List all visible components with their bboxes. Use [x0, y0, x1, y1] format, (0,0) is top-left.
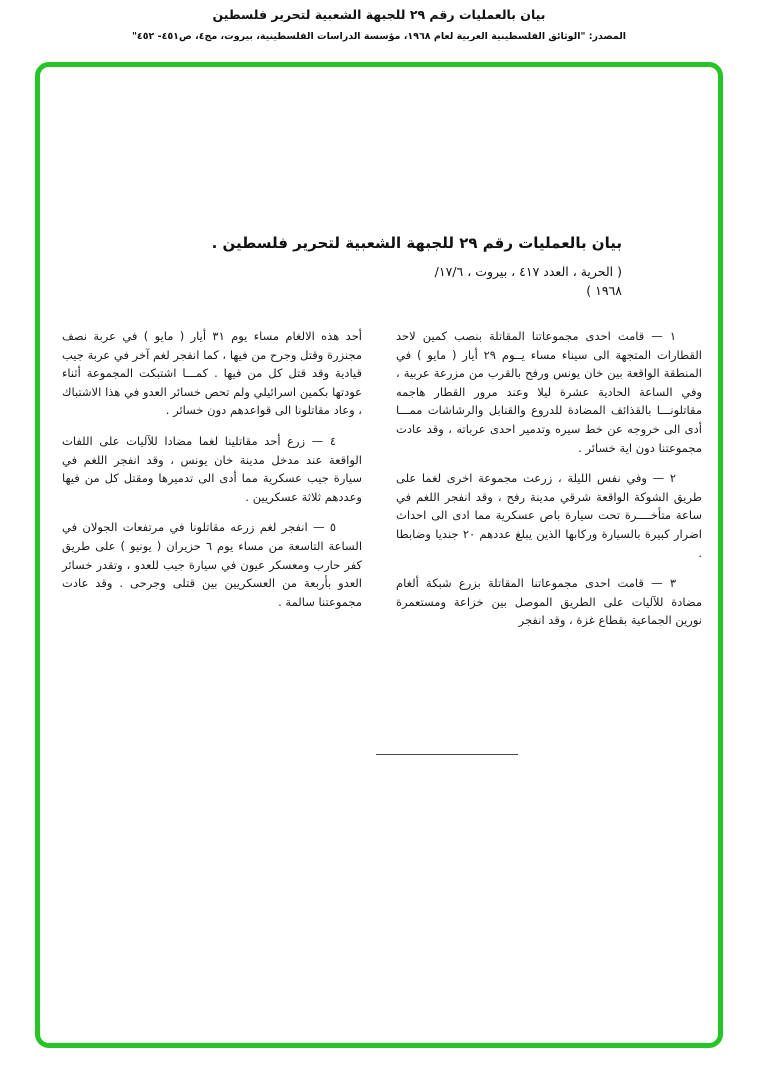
column-right — [396, 327, 702, 642]
document-title: بيان بالعمليات رقم ٢٩ للجبهة الشعبية لتحرير فلسطين . — [211, 234, 622, 252]
paragraph-2: ٢ — وفي نفس الليلة ، زرعت مجموعة اخرى لغما على طريق الشوكة الواقعة شرقي مدينة رفح ، وقد انفجر اللغم في ساعة متأخــــرة تحت سيارة باص عسكرية مما ادى الى احداث اضرار كبيرة بالسيارة وركابها الذين يبلغ عددهم ٢٠ جنديا وضابطا . — [396, 471, 702, 560]
paragraph-1: ١ — قامت احدى مجموعاتنا المقاتلة بنصب كمين لاحد القطارات المتجهة الى سيناء مساء يــوم ٢٩ أيار ( مايو ) في المنطقة الواقعة بين خان يونس ورفح بالقرب من مزرعة عربية ، وفي الساعة الحادية عشرة ليلا وعند مرور القطار هاجمه مقاتلونـــا بالقذائف المضادة للدروع والقنابل والرشاشات ممـــا أدى الى خروجه عن خط سيره وتدمير احدى عرباته ، وقد عادت مجموعتنا دون اية خسائر . — [396, 329, 702, 455]
paragraph-5: ٥ — انفجر لغم زرعه مقاتلونا في مرتفعات الجولان في الساعة التاسعة من مساء يوم ٦ حزيران ( يونيو ) على طريق كفر حارب ومعسكر عيون في سيارة جيب للعدو ، وتقدر خسائر العدو بأربعة من العسكريين بين قتلى وجرحى . وقد عادت مجموعتنا سالمة . — [62, 520, 363, 609]
page-header-source: المصدر: "الوثائق الفلسطينية العربية لعام ١٩٦٨، مؤسسة الدراسات الفلسطينية، بيروت، مج٤، ص٤٥١- ٤٥٢" — [131, 31, 627, 42]
column-left — [62, 327, 362, 623]
paragraph-4: ٤ — زرع أحد مقاتلينا لغما مضادا للآليات على اللفات الواقعة عند مدخل مدينة خان يونس ، وقد انفجر اللغم في سيارة جيب عسكرية مما أدى الى تدميرها ومقتل كل من فيها وعددهم ثلاثة عسكريين . — [62, 433, 362, 504]
page-header-title: بيان بالعمليات رقم ٢٩ للجبهة الشعبية لتحرير فلسطين — [212, 7, 546, 22]
page-header — [0, 7, 758, 42]
paragraph-3: ٣ — قامت احدى مجموعاتنا المقاتلة بزرع شبكة ألغام مضادة للآليات على الطريق الموصل بين خزاعة ومستعمرة نورين الجماعية بقطاع غزة ، وقد انفجر — [396, 576, 702, 628]
document-subtitle-line2: ١٩٦٨ ) — [586, 283, 622, 298]
divider-line — [376, 754, 518, 755]
paragraph-3-continuation: أحد هذه الالغام مساء يوم ٣١ أيار ( مايو ) في عربة نصف مجنزرة وقتل وجرح من فيها ، كما انفجر لغم آخر في عربة جيب قيادية وقد قتل كل من فيها . كمـــا اشتبكت المجموعة أثناء عودتها بكمين اسرائيلي ولم تحص خسائر العدو في هذا الاشتباك ، وعاد مقاتلونا الى قواعدهم دون خسائر . — [62, 329, 362, 418]
document-subtitle-line1: ( الحرية ، العدد ٤١٧ ، بيروت ، ١٧/٦/ — [434, 264, 622, 279]
document-subtitle — [382, 262, 622, 300]
